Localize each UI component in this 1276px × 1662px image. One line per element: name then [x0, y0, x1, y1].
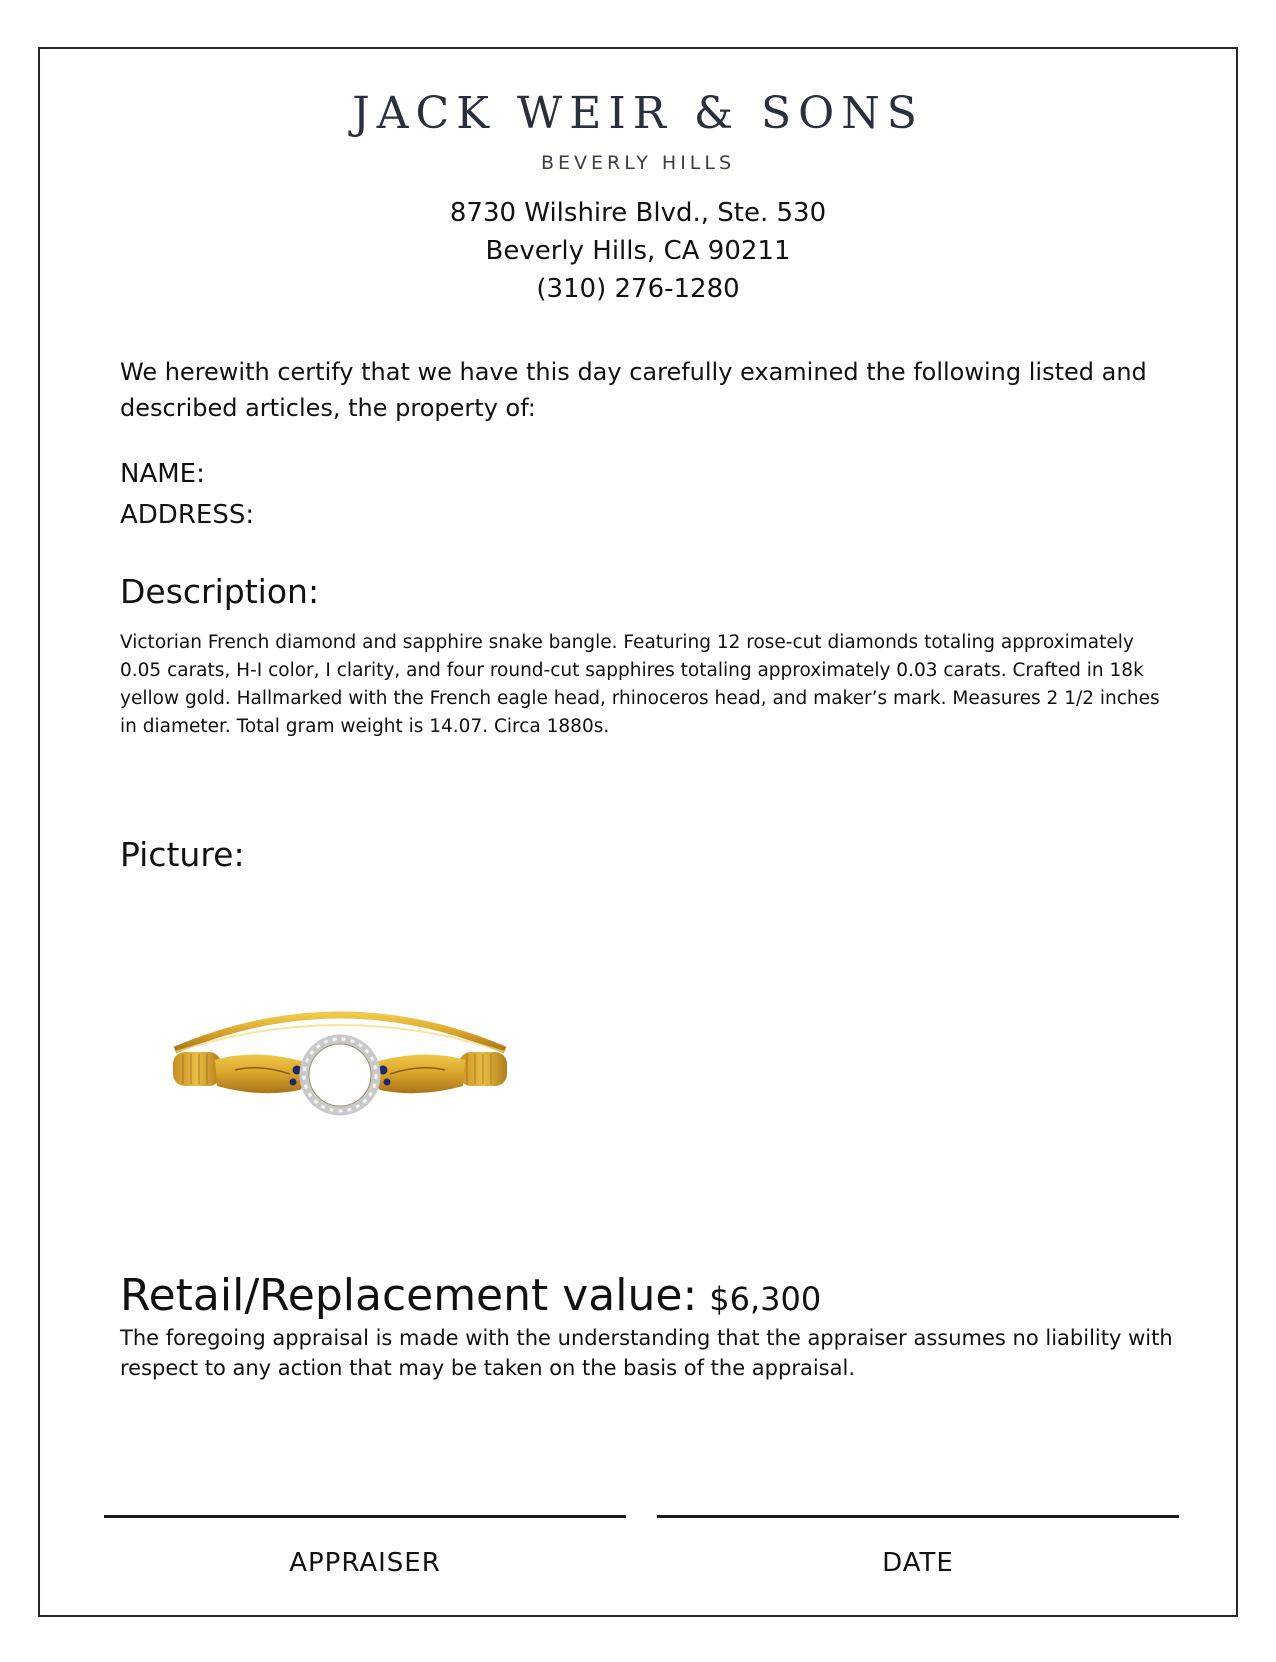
disclaimer-text: The foregoing appraisal is made with the understanding that the appraiser assumes no liability with respect to any action that may be taken on the basis of the appraisal.	[120, 1326, 1173, 1380]
snake-bangle-illustration	[165, 990, 515, 1160]
valuation-line	[120, 1270, 821, 1321]
valuation-amount: $6,300	[709, 1280, 822, 1318]
picture-heading: Picture:	[120, 835, 245, 874]
brand-location: BEVERLY HILLS	[540, 152, 736, 174]
owner-address-label: ADDRESS:	[120, 500, 255, 530]
owner-name-label: NAME:	[120, 459, 205, 489]
valuation-label: Retail/Replacement value:	[120, 1270, 698, 1321]
address-line: 8730 Wilshire Blvd., Ste. 530	[449, 198, 827, 228]
certification-statement: We herewith certify that we have this day carefully examined the following listed and described articles, the property of:	[120, 358, 1147, 422]
store-address	[0, 194, 1276, 308]
appraiser-signature-line	[104, 1515, 626, 1518]
date-label: DATE	[882, 1548, 954, 1578]
appraiser-label: APPRAISER	[289, 1548, 441, 1578]
description-text: Victorian French diamond and sapphire snake bangle. Featuring 12 rose-cut diamonds totaling approximately 0.05 carats, H-I color, I clarity, and four round-cut sapphires totaling approximately 0.03 carats. Crafted in 18k yellow gold. Hallmarked with the French eagle head, rhinoceros head, and maker’s mark. Measures 2 1/2 inches in diameter. Total gram weight is 14.07. Circa 1880s.	[120, 632, 1160, 737]
description-heading: Description:	[120, 572, 320, 611]
address-line: Beverly Hills, CA 90211	[485, 236, 791, 266]
date-signature-line	[657, 1515, 1179, 1518]
brand-name: JACK WEIR & SONS	[352, 88, 924, 139]
phone-number: (310) 276-1280	[536, 274, 740, 304]
